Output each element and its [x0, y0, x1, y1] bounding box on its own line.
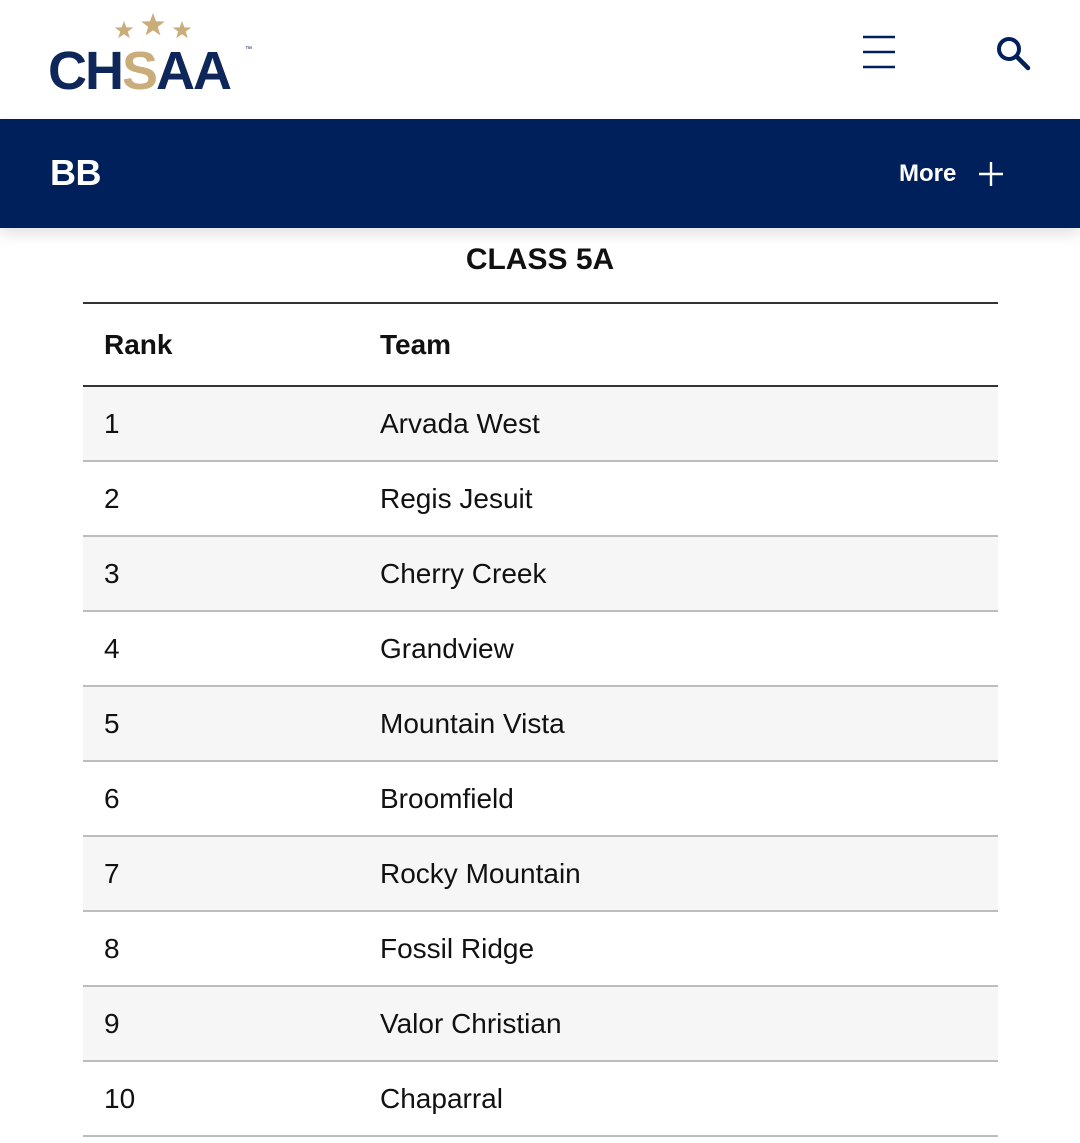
table-row: [83, 836, 998, 911]
rank-cell: 3: [83, 536, 380, 611]
chsaa-logo[interactable]: [48, 12, 260, 101]
rank-cell: 8: [83, 911, 380, 986]
team-column-header: Team: [380, 303, 998, 386]
team-cell: Grandview: [380, 611, 998, 686]
sport-title: BB: [50, 152, 101, 193]
rank-cell: 1: [83, 386, 380, 461]
table-header-row: [83, 303, 998, 386]
table-row: [83, 761, 998, 836]
table-row: [83, 536, 998, 611]
team-cell: Cherry Creek: [380, 536, 998, 611]
table-row: [83, 1061, 998, 1136]
team-cell: Rocky Mountain: [380, 836, 998, 911]
rank-cell: 2: [83, 461, 380, 536]
team-cell: Valor Christian: [380, 986, 998, 1061]
search-icon: [994, 34, 1034, 74]
team-cell: Chaparral: [380, 1061, 998, 1136]
hamburger-menu-icon: [858, 32, 900, 72]
logo-trademark: ™: [245, 46, 252, 53]
logo-wordmark: [48, 41, 231, 101]
rankings-table: [83, 302, 998, 1137]
table-row: [83, 386, 998, 461]
table-row: [83, 911, 998, 986]
table-row: [83, 611, 998, 686]
logo-text-ch: CH: [48, 41, 122, 101]
rank-cell: 7: [83, 836, 380, 911]
team-cell: Broomfield: [380, 761, 998, 836]
team-cell: Fossil Ridge: [380, 911, 998, 986]
logo-text-aa: AA: [156, 41, 231, 101]
team-cell: Mountain Vista: [380, 686, 998, 761]
rank-cell: 6: [83, 761, 380, 836]
more-menu-toggle[interactable]: [899, 157, 1004, 191]
menu-button[interactable]: [858, 32, 900, 72]
plus-icon: [978, 161, 1004, 187]
rank-column-header: Rank: [83, 303, 380, 386]
logo-text-s: S: [122, 41, 157, 101]
table-row: [83, 686, 998, 761]
more-label: More: [899, 160, 957, 187]
rankings-title: CLASS 5A: [465, 243, 615, 276]
team-cell: Regis Jesuit: [380, 461, 998, 536]
table-row: [83, 461, 998, 536]
sport-nav-bar: [0, 119, 1080, 228]
rank-cell: 10: [83, 1061, 380, 1136]
search-button[interactable]: [994, 34, 1034, 74]
rank-cell: 9: [83, 986, 380, 1061]
table-row: [83, 986, 998, 1061]
top-header: [0, 0, 1080, 119]
team-cell: Arvada West: [380, 386, 998, 461]
rank-cell: 4: [83, 611, 380, 686]
rank-cell: 5: [83, 686, 380, 761]
